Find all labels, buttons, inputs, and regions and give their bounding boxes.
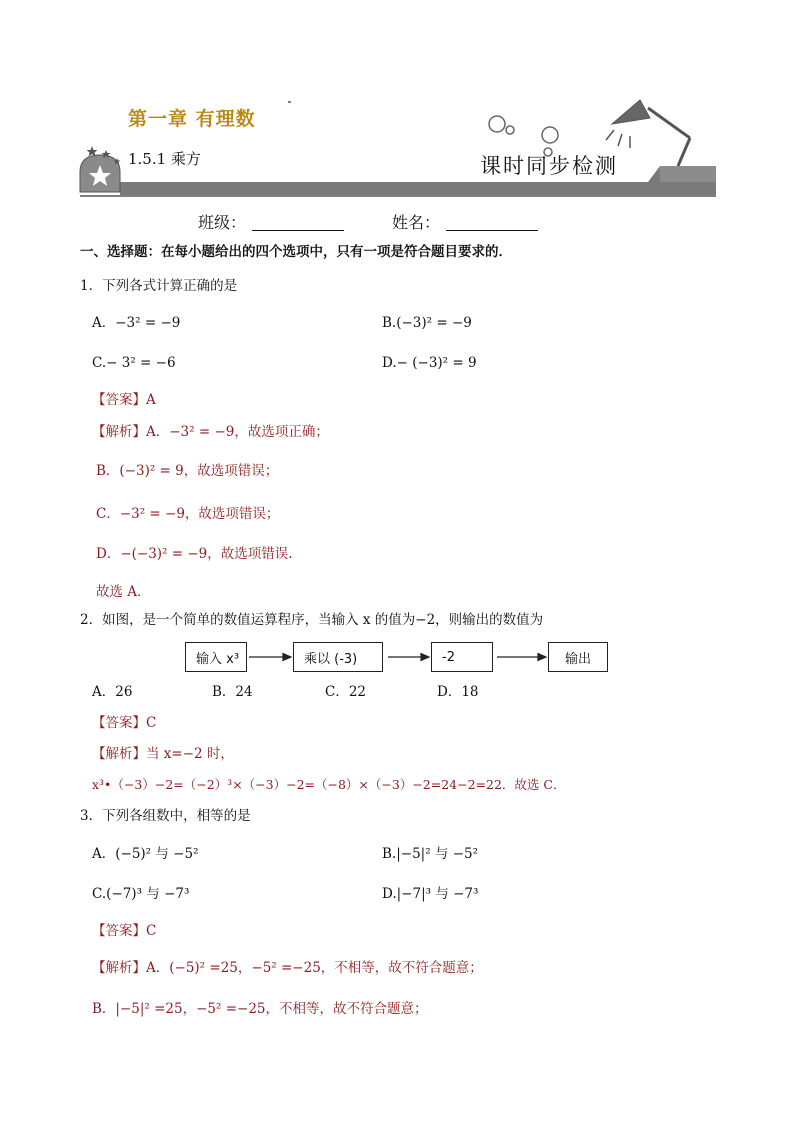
class-field	[198, 210, 344, 233]
q2-option-c: C．22	[325, 684, 367, 700]
q2-analysis-line: 【解析】当 x=−2 时，	[92, 746, 234, 762]
q2-option-d: D．18	[437, 684, 479, 700]
q1-analysis-line: 故选 A．	[96, 584, 151, 600]
q1-answer: 【答案】A	[92, 392, 156, 408]
q1-analysis-line: B．(−3)² = 9，故选项错误；	[96, 463, 279, 479]
q3-stem: 3．下列各组数中，相等的是	[80, 808, 251, 824]
chapter-title: 第一章 有理数	[128, 108, 256, 130]
q2-answer: 【答案】C	[92, 715, 157, 731]
banner-title: 课时同步检测	[480, 154, 618, 178]
flow-box-input: 输入 x³	[185, 642, 247, 672]
q3-option-b: B.|−5|² 与 −5²	[382, 846, 479, 862]
header-band	[80, 166, 716, 195]
q1-analysis-line: 【解析】A．−3² = −9，故选项正确；	[92, 424, 329, 440]
flow-arrowhead-icon	[538, 654, 546, 661]
bubble-icon	[489, 116, 505, 132]
q3-option-c: C.(−7)³ 与 −7³	[92, 886, 190, 902]
q2-stem: 2．如图，是一个简单的数值运算程序，当输入 x 的值为−2，则输出的数值为	[80, 612, 544, 628]
q3-analysis-line: 【解析】A．(−5)² =25，−5² =−25，不相等，故不符合题意；	[92, 960, 483, 976]
q2-option-b: B．24	[212, 684, 253, 700]
q3-option-d: D.|−7|³ 与 −7³	[382, 886, 479, 902]
q1-analysis-line: C．−3² = −9，故选项错误；	[96, 506, 280, 522]
class-label: 班级：	[198, 213, 247, 232]
lamp-icon	[606, 100, 690, 166]
section-title: 1.5.1 乘方	[128, 150, 201, 168]
q1-option-b: B.(−3)² = −9	[382, 315, 472, 331]
q2-option-a: A．26	[92, 684, 133, 700]
name-label: 姓名：	[392, 213, 441, 232]
flow-arrows	[0, 640, 794, 676]
header-decoration	[0, 0, 794, 200]
bubble-icon-3	[542, 127, 558, 143]
flow-arrowhead-icon	[421, 654, 429, 661]
name-blank[interactable]	[446, 216, 538, 231]
q1-stem: 1．下列各式计算正确的是	[80, 278, 238, 294]
q2-analysis-line: x³•（−3）−2=（−2）³×（−3）−2=（−8）×（−3）−2=24−2=22．故选 C．	[92, 777, 566, 792]
flow-arrowhead-icon	[283, 654, 291, 661]
instructions: 一、选择题：在每小题给出的四个选项中，只有一项是符合题目要求的．	[80, 244, 512, 260]
header-band-stripe	[660, 166, 716, 182]
q3-analysis-line: B．|−5|² =25，−5² =−25，不相等，故不符合题意；	[92, 1001, 428, 1017]
q3-option-a: A．(−5)² 与 −5²	[92, 846, 199, 862]
name-field	[392, 210, 538, 233]
flow-box-multiply: 乘以 (-3)	[293, 642, 383, 672]
q1-option-a: A．−3² = −9	[92, 315, 181, 331]
q3-answer: 【答案】C	[92, 923, 157, 939]
flow-box-subtract: -2	[431, 642, 493, 672]
q1-option-c: C.− 3² = −6	[92, 355, 176, 371]
q1-option-d: D.− (−3)² = 9	[382, 355, 477, 371]
q1-analysis-line: D．−(−3)² = −9，故选项错误.	[96, 546, 293, 562]
bubble-icon-2	[506, 126, 514, 134]
class-blank[interactable]	[252, 216, 344, 231]
flow-box-output: 输出	[548, 642, 608, 672]
